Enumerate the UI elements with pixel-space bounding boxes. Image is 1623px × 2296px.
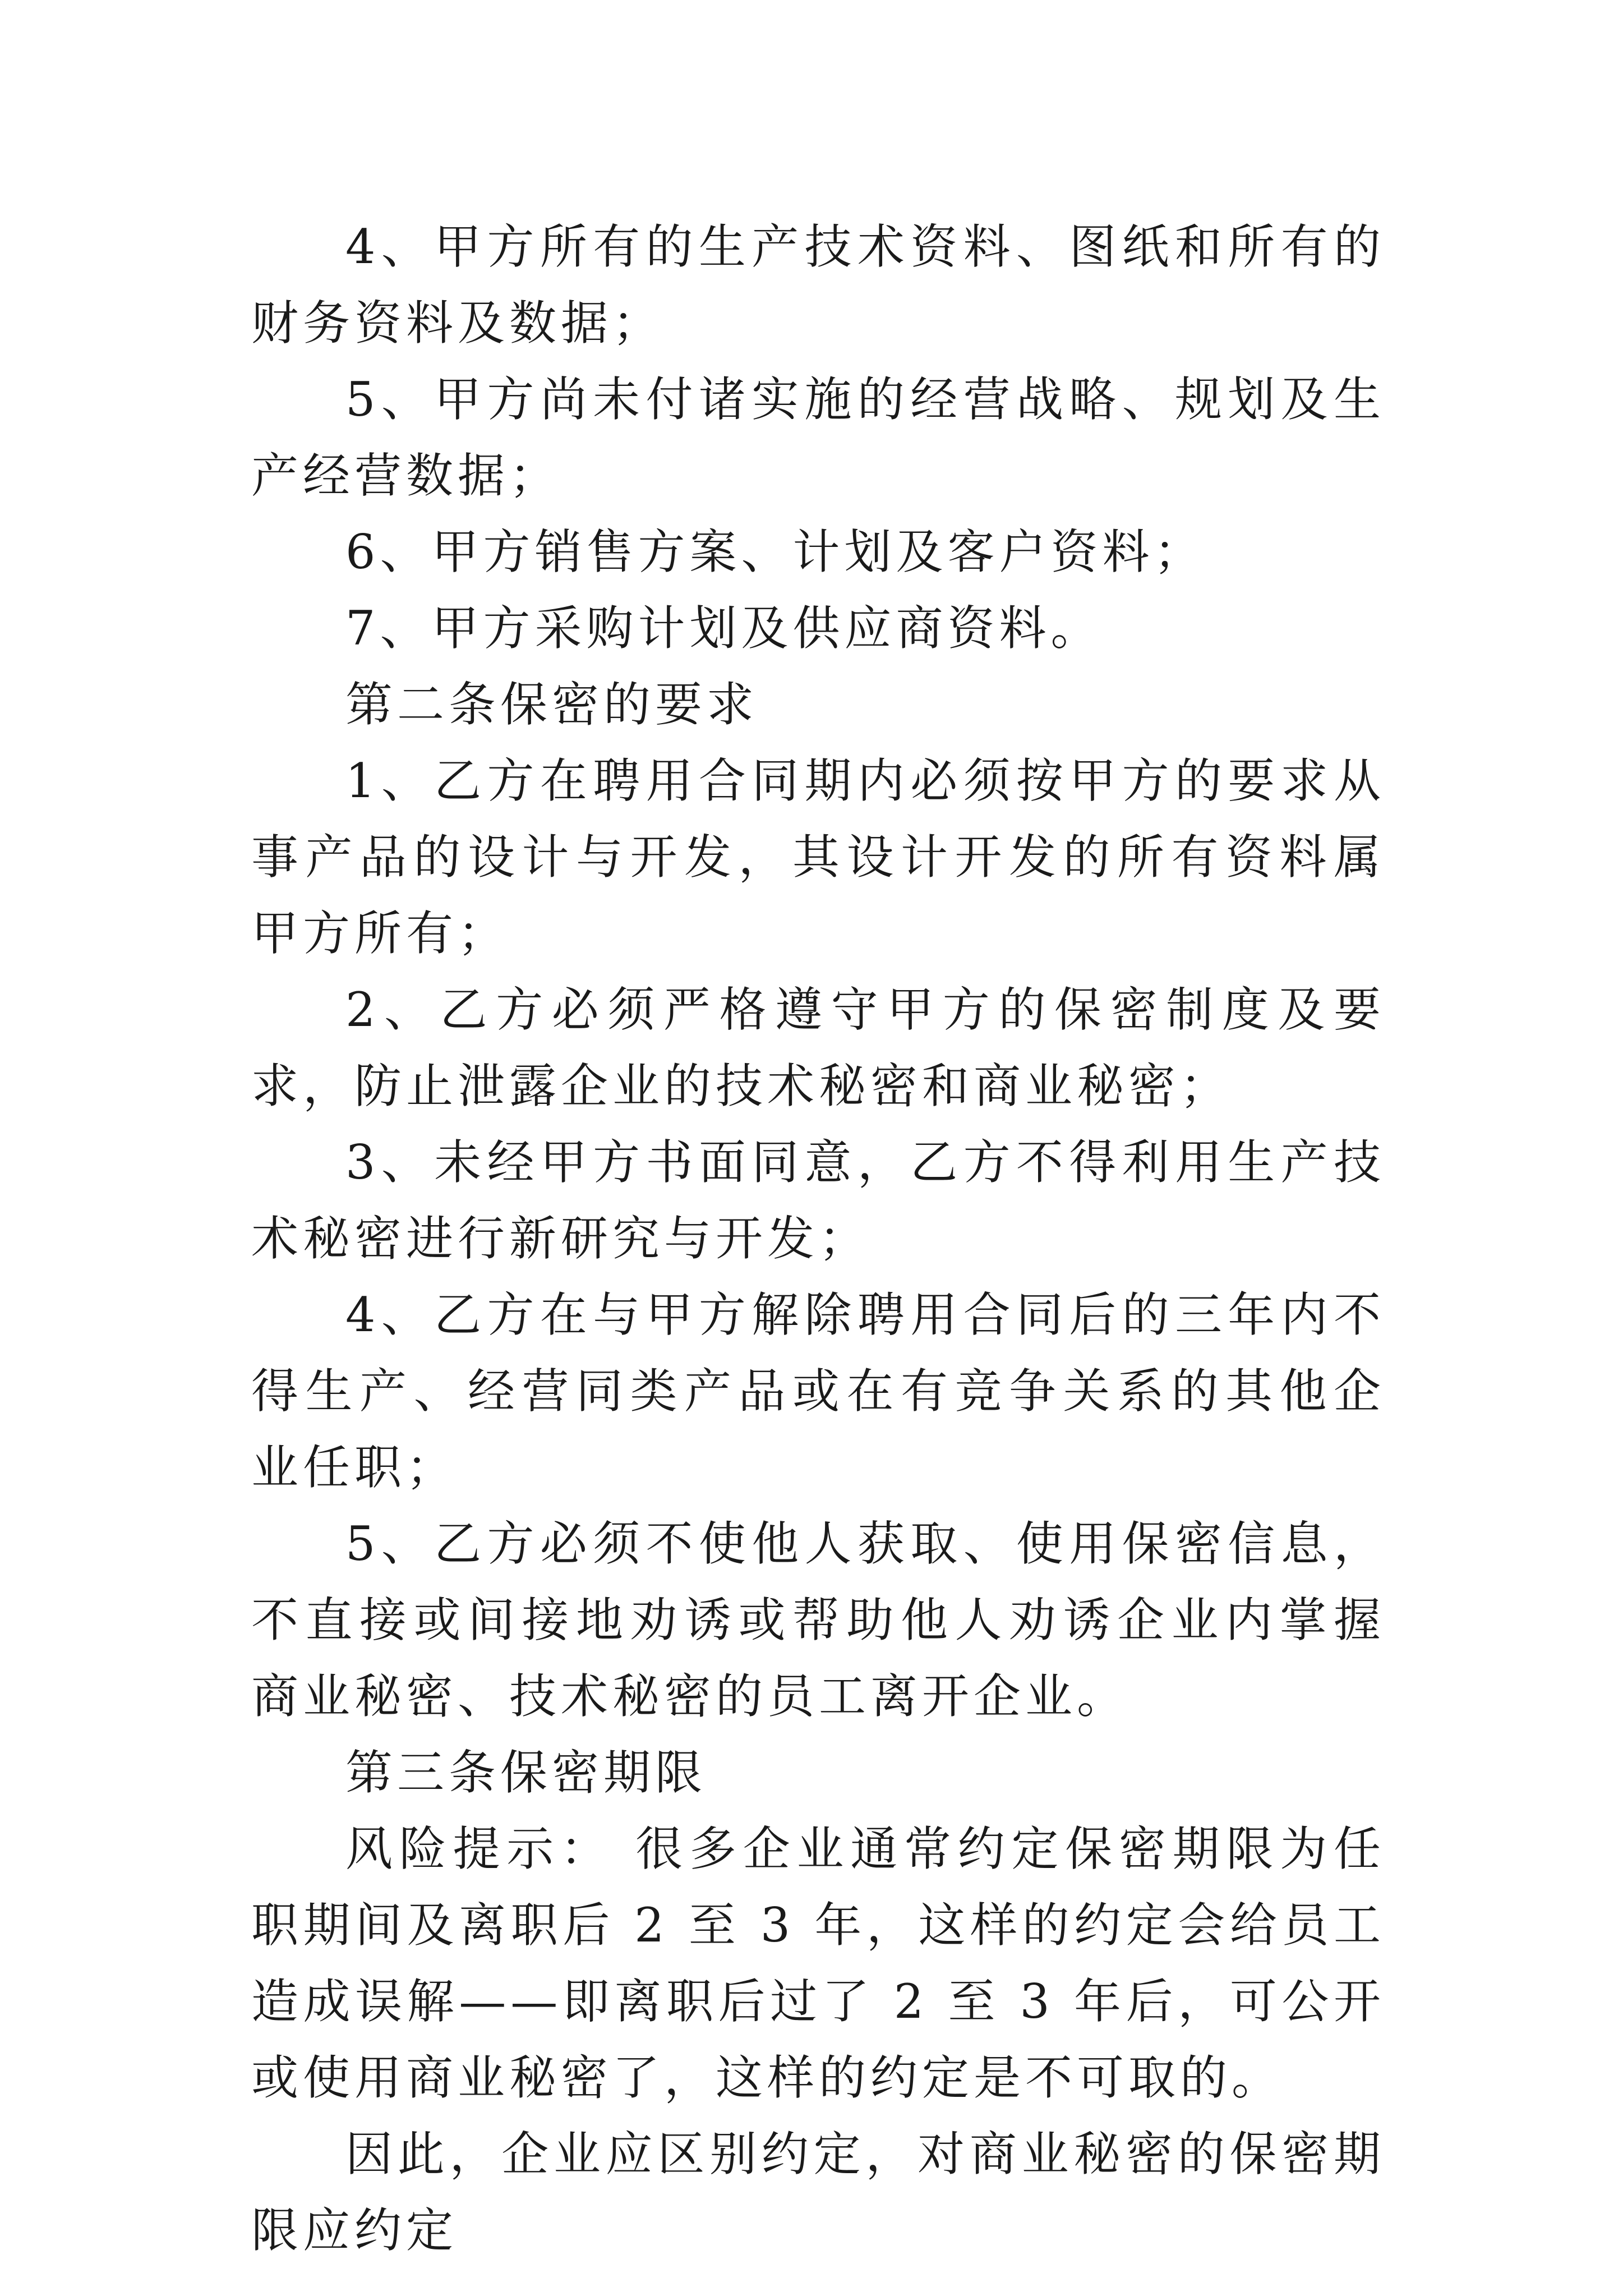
clause-item-4-technical-data: 4、甲方所有的生产技术资料、图纸和所有的财务资料及数据； <box>251 219 1385 351</box>
section-heading-article-3: 第三条保密期限 <box>345 1745 707 1800</box>
requirement-item-3: 3、未经甲方书面同意，乙方不得利用生产技术秘密进行新研究与开发； <box>251 1135 1385 1266</box>
risk-notice-paragraph: 风险提示： 很多企业通常约定保密期限为任职期间及离职后 2 至 3 年，这样的约定会给员工造成误解——即离职后过了 2 至 3 年后，可公开或使用商业秘密了，这样的约定是不可取的。 <box>251 1821 1386 2105</box>
clause-item-5-strategy: 5、甲方尚未付诸实施的经营战略、规划及生产经营数据； <box>251 372 1385 503</box>
document-body <box>251 209 1385 2269</box>
conclusion-paragraph: 因此，企业应区别约定，对商业秘密的保密期限应约定 <box>251 2127 1385 2258</box>
section-heading-article-2: 第二条保密的要求 <box>345 677 759 732</box>
requirement-item-4: 4、乙方在与甲方解除聘用合同后的三年内不得生产、经营同类产品或在有竞争关系的其他企业任职； <box>251 1287 1385 1495</box>
requirement-item-1: 1、乙方在聘用合同期内必须按甲方的要求从事产品的设计与开发，其设计开发的所有资料属甲方所有； <box>251 753 1385 961</box>
clause-item-6-sales: 6、甲方销售方案、计划及客户资料； <box>345 524 1206 579</box>
requirement-item-5: 5、乙方必须不使他人获取、使用保密信息，不直接或间接地劝诱或帮助他人劝诱企业内掌握商业秘密、技术秘密的员工离开企业。 <box>251 1516 1385 1724</box>
clause-item-7-procurement: 7、甲方采购计划及供应商资料。 <box>345 601 1103 656</box>
requirement-item-2: 2、乙方必须严格遵守甲方的保密制度及要求，防止泄露企业的技术秘密和商业秘密； <box>251 982 1385 1114</box>
